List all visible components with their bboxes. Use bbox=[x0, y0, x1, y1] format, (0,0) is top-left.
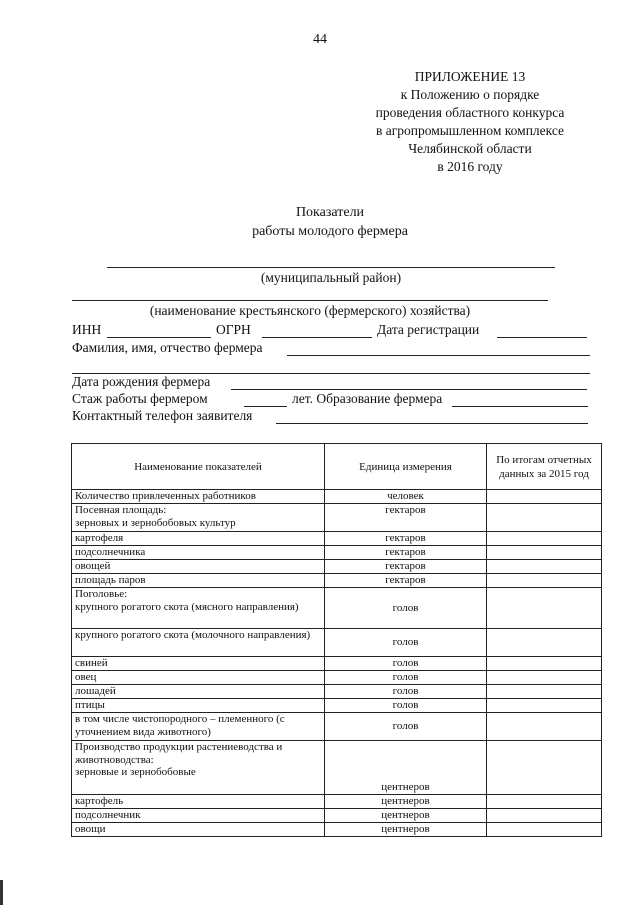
farm-name-caption: (наименование крестьянского (фермерского) хозяйства) bbox=[149, 303, 471, 318]
table-row bbox=[72, 657, 602, 671]
reg-date-label: Дата регистрации bbox=[377, 322, 480, 337]
row-unit: голов bbox=[325, 629, 487, 657]
row-indicator-name: картофеля bbox=[72, 532, 325, 546]
row-indicator-name: лошадей bbox=[72, 685, 325, 699]
birth-date-field[interactable] bbox=[231, 389, 587, 390]
row-indicator-name: свиней bbox=[72, 657, 325, 671]
row-unit: центнеров bbox=[325, 823, 487, 837]
table-row bbox=[72, 532, 602, 546]
table-row bbox=[72, 574, 602, 588]
row-value-cell[interactable] bbox=[487, 809, 602, 823]
row-indicator-name: овец bbox=[72, 671, 325, 685]
inn-field[interactable] bbox=[107, 337, 211, 338]
row-value-cell[interactable] bbox=[487, 699, 602, 713]
row-value-cell[interactable] bbox=[487, 629, 602, 657]
row-indicator-name: подсолнечник bbox=[72, 809, 325, 823]
phone-label: Контактный телефон заявителя bbox=[72, 408, 253, 423]
row-unit: центнеров bbox=[325, 795, 487, 809]
row-indicator-name: подсолнечника bbox=[72, 546, 325, 560]
row-unit: голов bbox=[325, 685, 487, 699]
ogrn-field[interactable] bbox=[262, 337, 372, 338]
row-value-cell[interactable] bbox=[487, 741, 602, 795]
appendix-line: к Положению о порядке bbox=[400, 87, 540, 102]
table-row bbox=[72, 490, 602, 504]
table-row bbox=[72, 741, 602, 795]
row-value-cell[interactable] bbox=[487, 823, 602, 837]
row-value-cell[interactable] bbox=[487, 560, 602, 574]
table-row bbox=[72, 713, 602, 741]
header-result: По итогам отчетных данных за 2015 год bbox=[487, 444, 602, 490]
row-unit: голов bbox=[325, 657, 487, 671]
reg-date-field[interactable] bbox=[497, 337, 587, 338]
margin-mark bbox=[0, 880, 3, 905]
row-unit: гектаров bbox=[325, 532, 487, 546]
appendix-line: Челябинской области bbox=[408, 141, 532, 156]
appendix-line: ПРИЛОЖЕНИЕ 13 bbox=[414, 69, 526, 84]
row-unit: гектаров bbox=[325, 560, 487, 574]
birth-date-label: Дата рождения фермера bbox=[72, 374, 211, 389]
row-value-cell[interactable] bbox=[487, 588, 602, 629]
row-unit: голов bbox=[325, 713, 487, 741]
row-value-cell[interactable] bbox=[487, 546, 602, 560]
row-unit: голов bbox=[325, 588, 487, 629]
fio-field[interactable] bbox=[287, 355, 590, 356]
experience-field[interactable] bbox=[244, 406, 287, 407]
table-row bbox=[72, 629, 602, 657]
table-header-row bbox=[72, 444, 602, 490]
row-indicator-name: крупного рогатого скота (молочного направления) bbox=[72, 629, 325, 657]
row-unit: голов bbox=[325, 699, 487, 713]
row-unit: гектаров bbox=[325, 546, 487, 560]
table-row bbox=[72, 504, 602, 532]
row-indicator-name: в том числе чистопородного – племенного (с уточнением вида животного) bbox=[72, 713, 325, 741]
district-fill-line[interactable] bbox=[107, 267, 555, 268]
table-row bbox=[72, 795, 602, 809]
row-indicator-name: овощи bbox=[72, 823, 325, 837]
header-unit: Единица измерения bbox=[325, 444, 487, 490]
row-unit: голов bbox=[325, 671, 487, 685]
row-indicator-name: Поголовье: крупного рогатого скота (мясного направления) bbox=[72, 588, 325, 629]
row-unit: гектаров bbox=[325, 504, 487, 532]
farm-name-fill-line[interactable] bbox=[72, 300, 548, 301]
row-value-cell[interactable] bbox=[487, 795, 602, 809]
education-label: лет. Образование фермера bbox=[292, 391, 443, 406]
title-line-2: работы молодого фермера bbox=[252, 224, 408, 239]
row-indicator-name: картофель bbox=[72, 795, 325, 809]
row-indicator-name: птицы bbox=[72, 699, 325, 713]
appendix-header bbox=[340, 68, 600, 176]
table-row bbox=[72, 560, 602, 574]
row-value-cell[interactable] bbox=[487, 671, 602, 685]
appendix-line: проведения областного конкурса bbox=[375, 105, 565, 120]
row-unit: центнеров bbox=[325, 741, 487, 795]
appendix-line: в агропромышленном комплексе bbox=[375, 123, 565, 138]
district-caption: (муниципальный район) bbox=[260, 270, 402, 285]
row-value-cell[interactable] bbox=[487, 713, 602, 741]
indicators-table bbox=[71, 443, 602, 837]
inn-label: ИНН bbox=[72, 322, 102, 337]
row-value-cell[interactable] bbox=[487, 490, 602, 504]
row-value-cell[interactable] bbox=[487, 657, 602, 671]
table-row bbox=[72, 546, 602, 560]
table-row bbox=[72, 823, 602, 837]
row-indicator-name: овощей bbox=[72, 560, 325, 574]
document-title bbox=[0, 203, 640, 241]
row-value-cell[interactable] bbox=[487, 504, 602, 532]
header-name: Наименование показателей bbox=[72, 444, 325, 490]
row-value-cell[interactable] bbox=[487, 574, 602, 588]
table-row bbox=[72, 588, 602, 629]
row-indicator-name: Количество привлеченных работников bbox=[72, 490, 325, 504]
row-indicator-name: Производство продукции растениеводства и животноводства: зерновые и зернобобовые bbox=[72, 741, 325, 795]
page-number: 44 bbox=[313, 32, 327, 47]
phone-field[interactable] bbox=[276, 423, 588, 424]
row-indicator-name: Посевная площадь: зерновых и зернобобовых культур bbox=[72, 504, 325, 532]
ogrn-label: ОГРН bbox=[216, 322, 251, 337]
table-row bbox=[72, 809, 602, 823]
table-row bbox=[72, 685, 602, 699]
table-row bbox=[72, 699, 602, 713]
table-row bbox=[72, 671, 602, 685]
row-unit: центнеров bbox=[325, 809, 487, 823]
experience-label: Стаж работы фермером bbox=[72, 391, 208, 406]
fio-label: Фамилия, имя, отчество фермера bbox=[72, 340, 263, 355]
row-value-cell[interactable] bbox=[487, 532, 602, 546]
row-value-cell[interactable] bbox=[487, 685, 602, 699]
row-unit: человек bbox=[325, 490, 487, 504]
row-unit: гектаров bbox=[325, 574, 487, 588]
row-indicator-name: площадь паров bbox=[72, 574, 325, 588]
education-field[interactable] bbox=[452, 406, 588, 407]
title-line-1: Показатели bbox=[295, 205, 365, 220]
appendix-line: в 2016 году bbox=[437, 159, 503, 174]
